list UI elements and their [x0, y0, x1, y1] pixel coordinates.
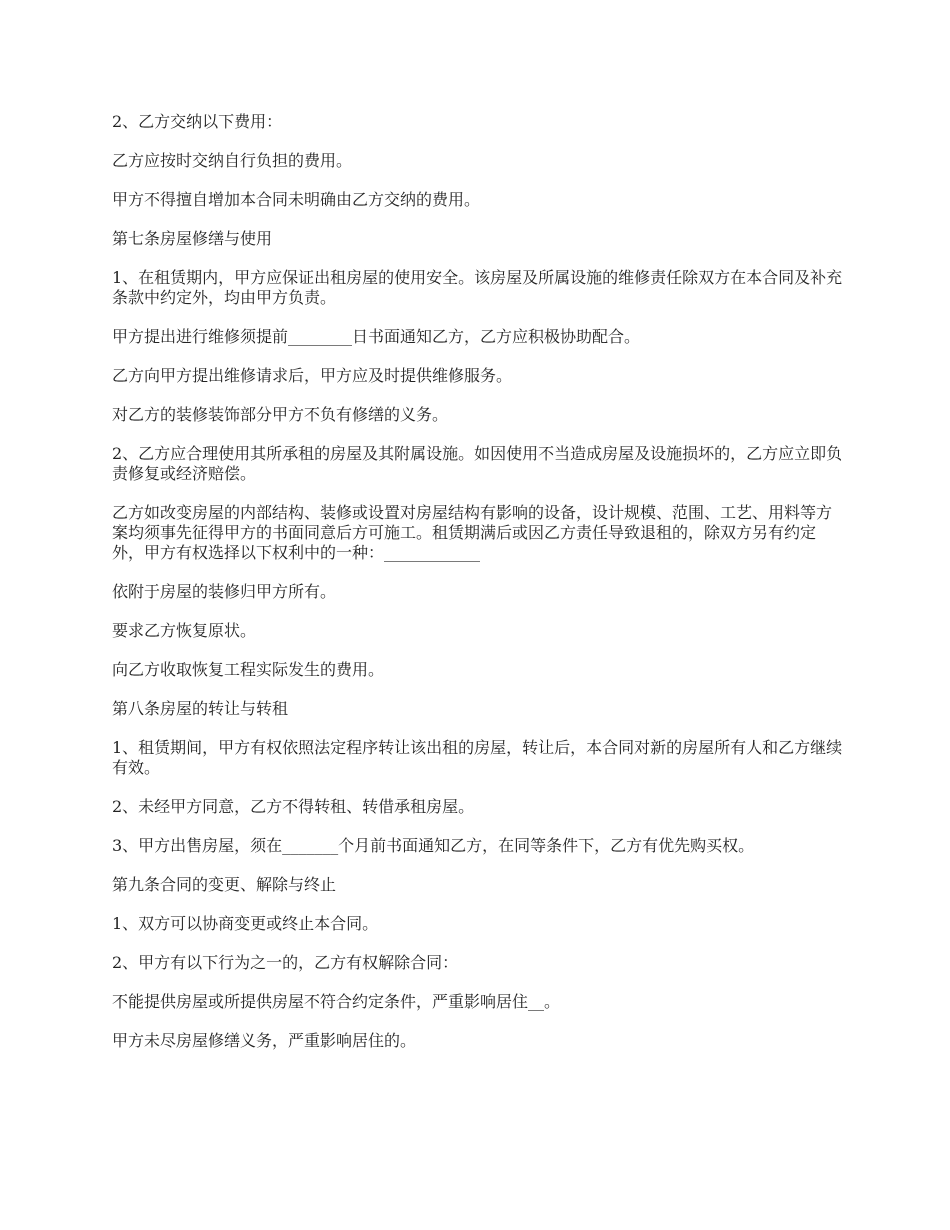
- paragraph-sale-priority: 3、甲方出售房屋，须在_______个月前书面通知乙方，在同等条件下，乙方有优先购买权。: [112, 836, 755, 855]
- paragraph-structure-change: 乙方如改变房屋的内部结构、装修或设置对房屋结构有影响的设备，设计规模、范围、工艺、用料等方案均须事先征得甲方的书面同意后方可施工。租赁期满后或因乙方责任导致退租的，除双方另有约定外，甲方有权选择以下权利中的一种：____________: [112, 503, 833, 562]
- paragraph-fee-pay-on-time: 乙方应按时交纳自行负担的费用。: [112, 151, 353, 170]
- paragraph-no-repair: 甲方未尽房屋修缮义务，严重影响居住的。: [112, 1031, 417, 1050]
- paragraph-mutual-change: 1、双方可以协商变更或终止本合同。: [112, 914, 379, 933]
- document-page: [112, 112, 847, 1070]
- paragraph-no-sublease: 2、未经甲方同意，乙方不得转租、转借承租房屋。: [112, 797, 475, 816]
- section-heading-article-9: 第九条合同的变更、解除与终止: [112, 875, 337, 894]
- section-heading-article-7: 第七条房屋修缮与使用: [112, 229, 273, 248]
- paragraph-termination-rights: 2、甲方有以下行为之一的，乙方有权解除合同：: [112, 953, 459, 972]
- paragraph-fee-no-increase: 甲方不得擅自增加本合同未明确由乙方交纳的费用。: [112, 190, 481, 209]
- paragraph-transfer-valid: 1、租赁期间，甲方有权依照法定程序转让该出租的房屋，转让后，本合同对新的房屋所有人和乙方继续有效。: [112, 738, 843, 777]
- paragraph-unfit-house: 不能提供房屋或所提供房屋不符合约定条件，严重影响居住__。: [112, 992, 561, 1011]
- paragraph-option-ownership: 依附于房屋的装修归甲方所有。: [112, 582, 337, 601]
- paragraph-repair-request: 乙方向甲方提出维修请求后，甲方应及时提供维修服务。: [112, 366, 513, 385]
- paragraph-fee-heading: 2、乙方交纳以下费用：: [112, 112, 283, 131]
- paragraph-option-cost: 向乙方收取恢复工程实际发生的费用。: [112, 660, 385, 679]
- paragraph-proper-use: 2、乙方应合理使用其所承租的房屋及其附属设施。如因使用不当造成房屋及设施损坏的，乙方应立即负责修复或经济赔偿。: [112, 444, 843, 483]
- paragraph-repair-notice: 甲方提出进行维修须提前________日书面通知乙方，乙方应积极协助配合。: [112, 327, 641, 346]
- section-heading-article-8: 第八条房屋的转让与转租: [112, 699, 289, 718]
- paragraph-option-restore: 要求乙方恢复原状。: [112, 621, 257, 640]
- paragraph-repair-safety: 1、在租赁期内，甲方应保证出租房屋的使用安全。该房屋及所属设施的维修责任除双方在本合同及补充条款中约定外，均由甲方负责。: [112, 268, 843, 307]
- paragraph-decoration-no-duty: 对乙方的装修装饰部分甲方不负有修缮的义务。: [112, 405, 449, 424]
